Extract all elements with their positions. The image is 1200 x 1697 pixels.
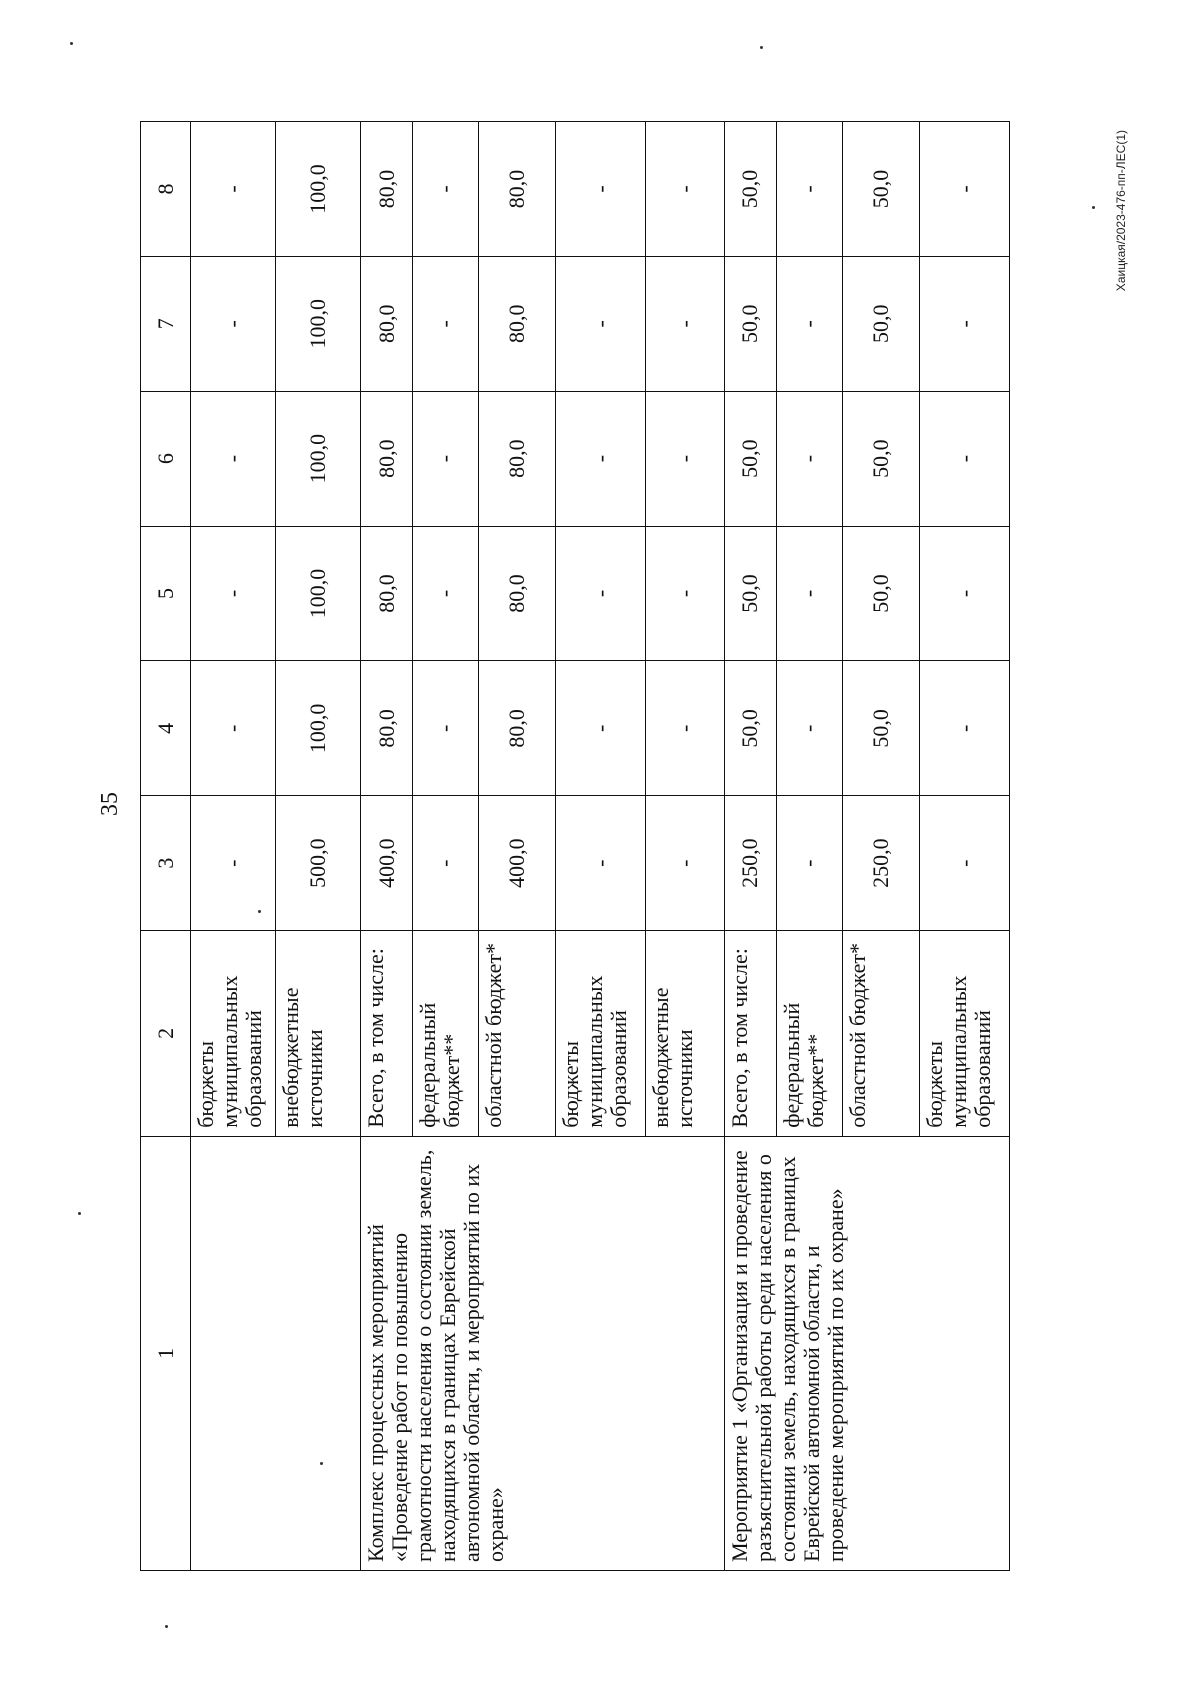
scan-speck bbox=[1092, 206, 1095, 209]
scan-speck bbox=[320, 1462, 323, 1465]
funding-source-cell: областной бюджет* bbox=[479, 931, 556, 1137]
value-cell: - bbox=[412, 661, 478, 796]
header-cell: 8 bbox=[141, 122, 191, 257]
value-cell: 80,0 bbox=[361, 661, 412, 796]
value-cell: - bbox=[191, 796, 276, 931]
value-cell: - bbox=[412, 391, 478, 526]
header-cell: 3 bbox=[141, 796, 191, 931]
value-cell: 80,0 bbox=[479, 122, 556, 257]
funding-table-wrapper bbox=[140, 121, 1010, 1571]
value-cell: - bbox=[920, 661, 1010, 796]
funding-source-cell: Всего, в том числе: bbox=[725, 931, 776, 1137]
value-cell: 50,0 bbox=[842, 256, 919, 391]
value-cell: 80,0 bbox=[361, 256, 412, 391]
value-cell: - bbox=[646, 122, 725, 257]
activity-title-cell: Мероприятие 1 «Организация и проведение разъяснительной работы среди населения о состоянии земель, находящихся в границах Еврейской автономной области, и проведение мероприятий по их охране» bbox=[725, 1136, 1010, 1570]
value-cell: 50,0 bbox=[842, 122, 919, 257]
table-row bbox=[725, 122, 776, 1571]
value-cell: 80,0 bbox=[361, 122, 412, 257]
value-cell: - bbox=[191, 661, 276, 796]
value-cell: - bbox=[556, 391, 646, 526]
value-cell: - bbox=[556, 796, 646, 931]
value-cell: - bbox=[776, 256, 842, 391]
value-cell: 80,0 bbox=[479, 391, 556, 526]
value-cell: 50,0 bbox=[725, 391, 776, 526]
value-cell: - bbox=[776, 122, 842, 257]
header-cell: 7 bbox=[141, 256, 191, 391]
scan-speck bbox=[258, 910, 261, 913]
value-cell: 250,0 bbox=[842, 796, 919, 931]
value-cell: 400,0 bbox=[479, 796, 556, 931]
value-cell: - bbox=[646, 796, 725, 931]
value-cell: - bbox=[646, 256, 725, 391]
value-cell: - bbox=[920, 796, 1010, 931]
value-cell: 50,0 bbox=[725, 256, 776, 391]
value-cell: 50,0 bbox=[725, 122, 776, 257]
value-cell: 100,0 bbox=[275, 122, 361, 257]
page-number: 35 bbox=[97, 792, 123, 816]
funding-source-cell: Всего, в том числе: bbox=[361, 931, 412, 1137]
header-cell: 4 bbox=[141, 661, 191, 796]
value-cell: - bbox=[776, 391, 842, 526]
table-body bbox=[141, 122, 1010, 1571]
header-row bbox=[141, 122, 191, 1571]
value-cell: - bbox=[412, 526, 478, 661]
document-code: Хаицкая/2023-476-пп-ЛЕС(1) bbox=[1114, 130, 1128, 292]
value-cell: 50,0 bbox=[842, 391, 919, 526]
funding-table bbox=[140, 121, 1010, 1571]
value-cell: - bbox=[646, 661, 725, 796]
value-cell: - bbox=[776, 796, 842, 931]
value-cell: 400,0 bbox=[361, 796, 412, 931]
value-cell: 80,0 bbox=[479, 661, 556, 796]
value-cell: - bbox=[191, 526, 276, 661]
value-cell: 100,0 bbox=[275, 661, 361, 796]
value-cell: 50,0 bbox=[842, 526, 919, 661]
value-cell: - bbox=[920, 256, 1010, 391]
funding-source-cell: бюджеты муниципальных образований bbox=[920, 931, 1010, 1137]
funding-source-cell: бюджеты муниципальных образований bbox=[191, 931, 276, 1137]
value-cell: 100,0 bbox=[275, 391, 361, 526]
funding-source-cell: внебюджетные источники bbox=[275, 931, 361, 1137]
value-cell: - bbox=[776, 526, 842, 661]
scan-speck bbox=[760, 46, 763, 49]
header-cell: 6 bbox=[141, 391, 191, 526]
value-cell: - bbox=[646, 526, 725, 661]
value-cell: 500,0 bbox=[275, 796, 361, 931]
value-cell: 80,0 bbox=[361, 526, 412, 661]
value-cell: - bbox=[920, 391, 1010, 526]
value-cell: - bbox=[556, 661, 646, 796]
value-cell: - bbox=[191, 122, 276, 257]
value-cell: - bbox=[556, 256, 646, 391]
value-cell: - bbox=[412, 122, 478, 257]
scan-speck bbox=[78, 1212, 81, 1215]
activity-title-cell bbox=[191, 1136, 361, 1570]
value-cell: - bbox=[412, 796, 478, 931]
value-cell: - bbox=[191, 391, 276, 526]
value-cell: - bbox=[920, 122, 1010, 257]
table-row bbox=[191, 122, 276, 1571]
value-cell: - bbox=[412, 256, 478, 391]
value-cell: - bbox=[920, 526, 1010, 661]
value-cell: 50,0 bbox=[725, 526, 776, 661]
value-cell: 80,0 bbox=[361, 391, 412, 526]
value-cell: 100,0 bbox=[275, 256, 361, 391]
value-cell: 50,0 bbox=[842, 661, 919, 796]
activity-title-cell: Комплекс процессных мероприятий «Проведение работ по повышению грамотности населения о состоянии земель, находящихся в границах Еврейской автономной области, и мероприятий по их охране» bbox=[361, 1136, 725, 1570]
funding-source-cell: федеральный бюджет** bbox=[776, 931, 842, 1137]
value-cell: 100,0 bbox=[275, 526, 361, 661]
value-cell: - bbox=[191, 256, 276, 391]
value-cell: - bbox=[646, 391, 725, 526]
header-cell: 5 bbox=[141, 526, 191, 661]
header-cell: 2 bbox=[141, 931, 191, 1137]
value-cell: - bbox=[556, 526, 646, 661]
value-cell: - bbox=[776, 661, 842, 796]
value-cell: 80,0 bbox=[479, 256, 556, 391]
value-cell: 80,0 bbox=[479, 526, 556, 661]
value-cell: 50,0 bbox=[725, 661, 776, 796]
header-cell: 1 bbox=[141, 1136, 191, 1570]
funding-source-cell: областной бюджет* bbox=[842, 931, 919, 1137]
value-cell: - bbox=[556, 122, 646, 257]
scan-speck bbox=[70, 42, 73, 45]
value-cell: 250,0 bbox=[725, 796, 776, 931]
scan-speck bbox=[165, 1625, 168, 1628]
funding-source-cell: федеральный бюджет** bbox=[412, 931, 478, 1137]
funding-source-cell: внебюджетные источники bbox=[646, 931, 725, 1137]
table-row bbox=[361, 122, 412, 1571]
funding-source-cell: бюджеты муниципальных образований bbox=[556, 931, 646, 1137]
